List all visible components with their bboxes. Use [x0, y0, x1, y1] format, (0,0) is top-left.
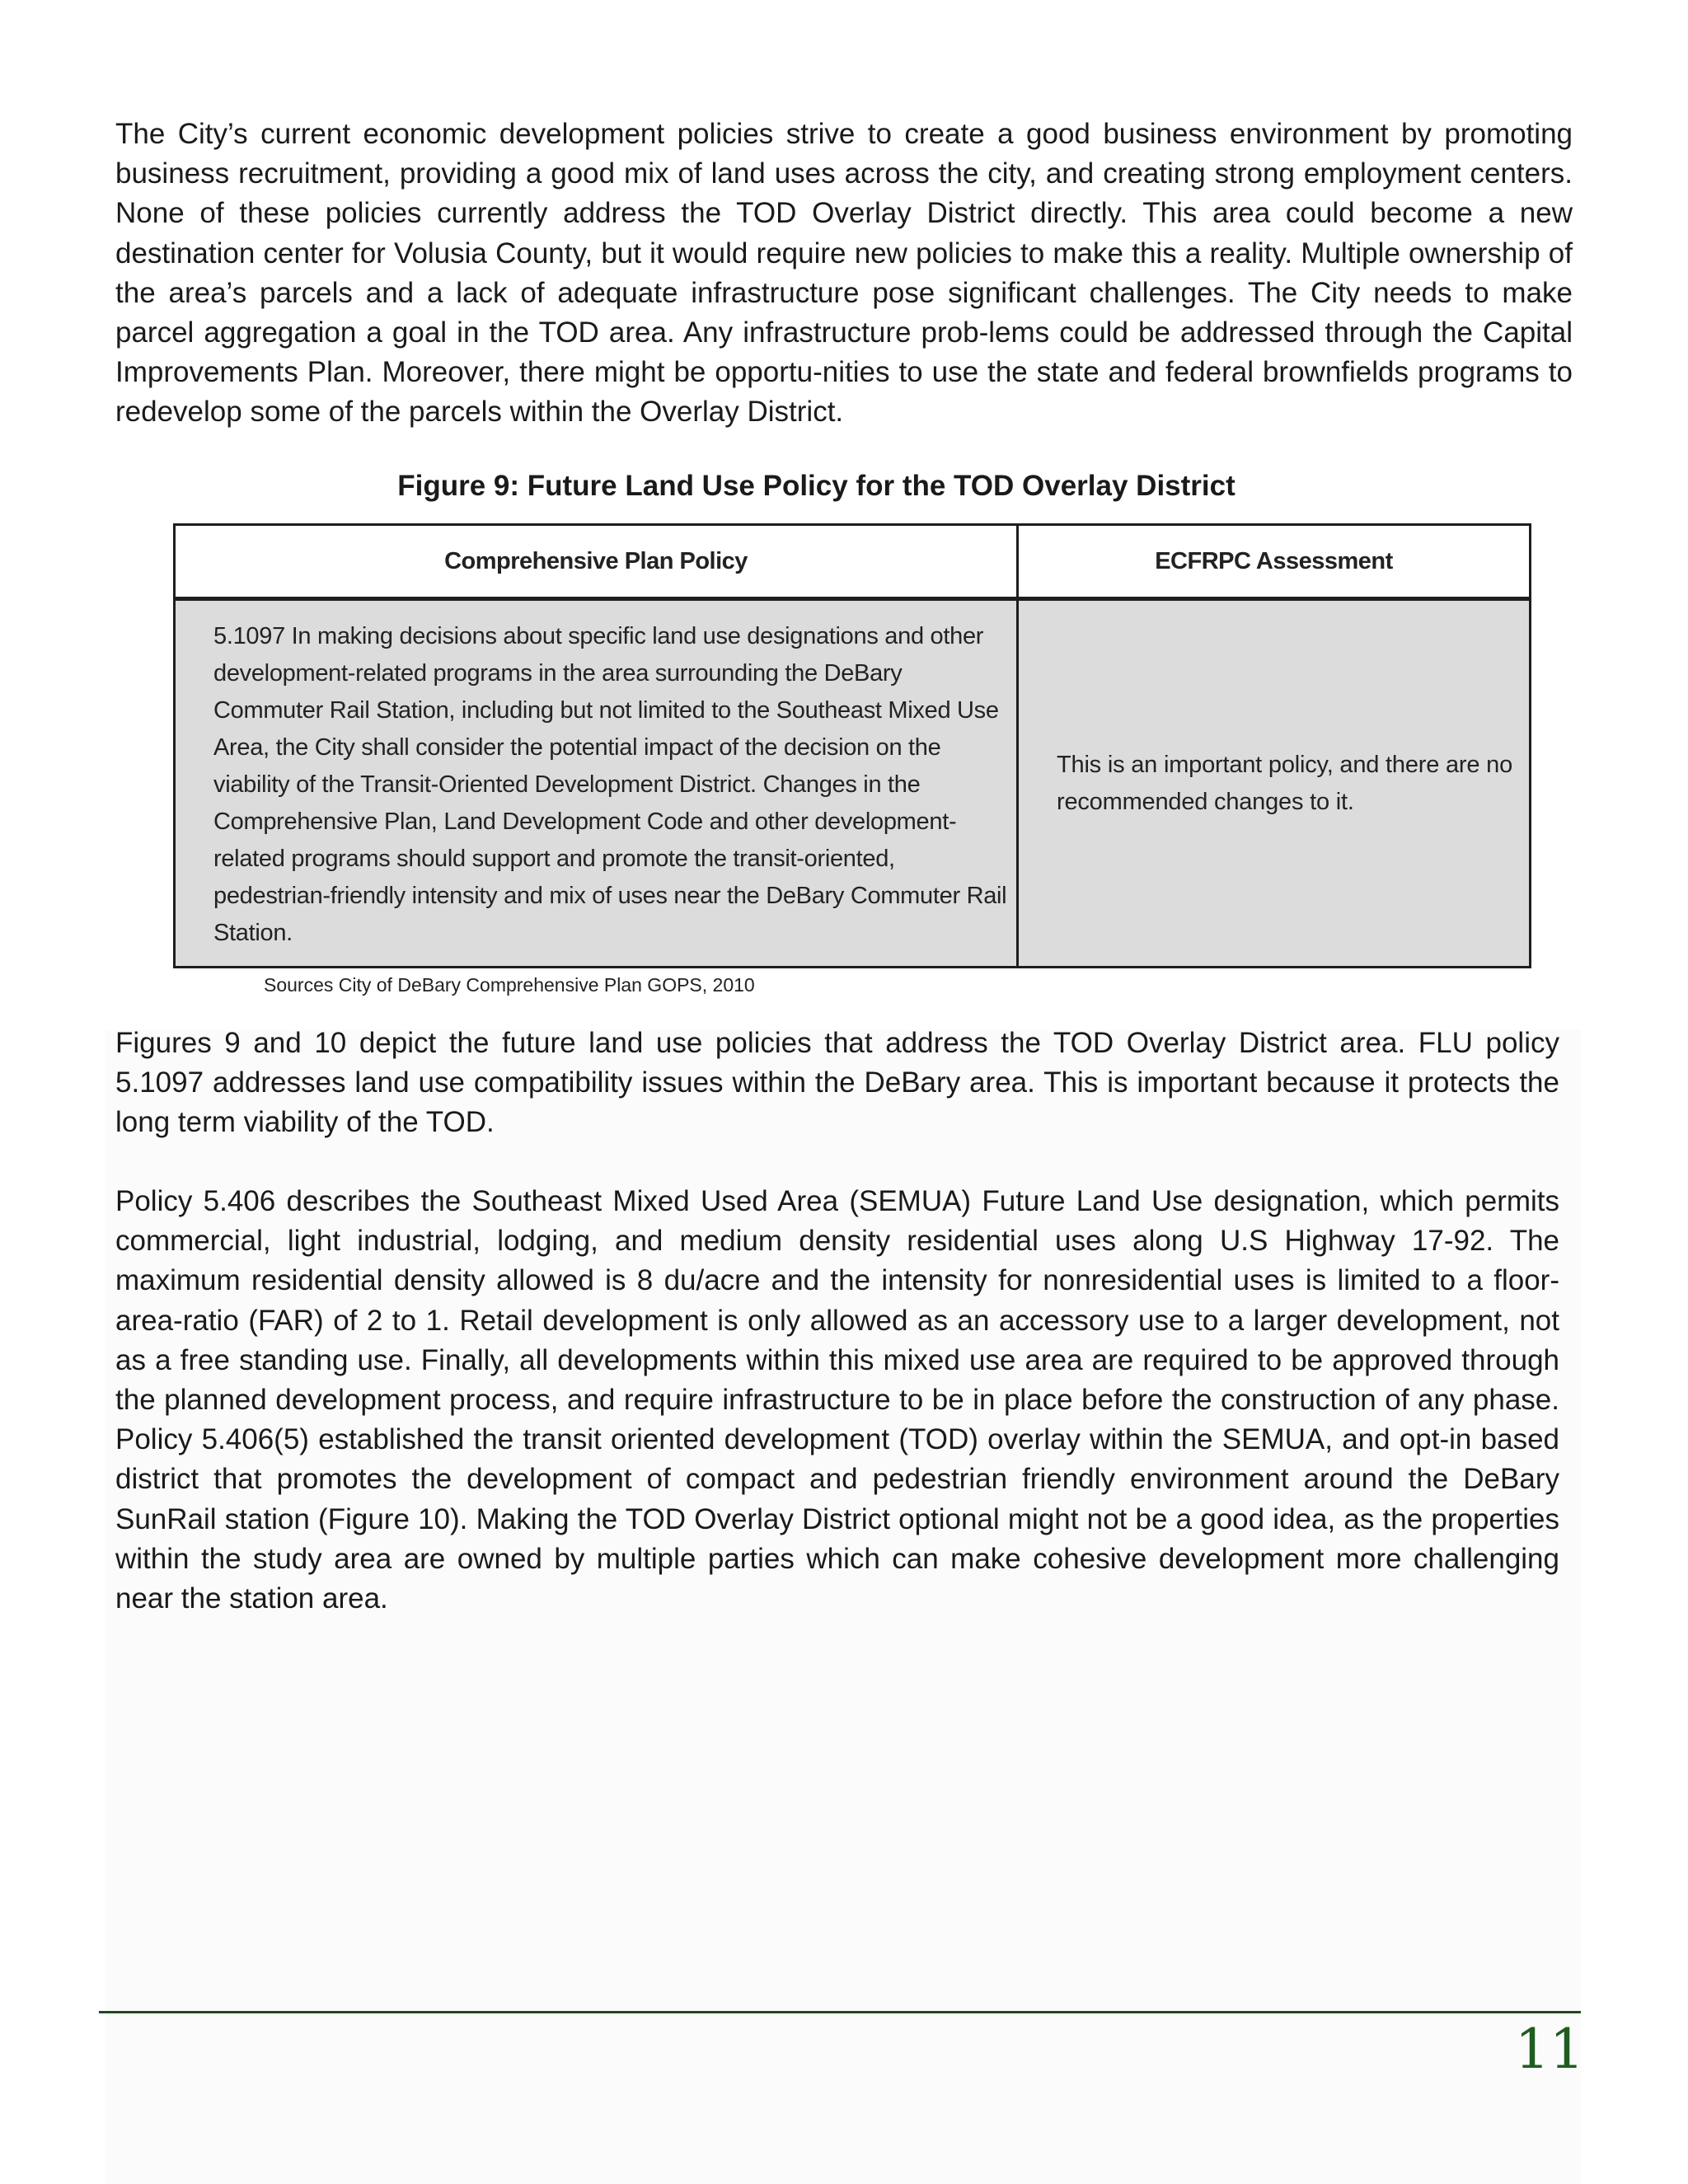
paragraph-economic-development: The City’s current economic development policies strive to create a good business environment by promoting business recruitment, providing a good mix of land uses across the city, and creating strong employment centers. None of these policies currently address the TOD Overlay District directly. This area could become a new destination center for Volusia County, but it would require new policies to make this a reality. Multiple ownership of the area’s parcels and a lack of adequate infrastructure pose significant challenges. The City needs to make parcel aggregation a goal in the TOD area. Any infrastructure prob-lems could be addressed through the Capital Improvements Plan. Moreover, there might be opportu-nities to use the state and federal brownfields programs to redevelop some of the parcels within the Overlay District.	[115, 118, 1573, 429]
figure-source-note: Sources City of DeBary Comprehensive Plan GOPS, 2010	[264, 974, 755, 996]
table-header-row	[175, 525, 1531, 599]
policy-cell: 5.1097 In making decisions about specific land use designations and other development-related programs in the area surrounding the DeBary Commuter Rail Station, including but not limited to the Southeast Mixed Use Area, the City shall consider the potential impact of the decision on the viability of the Transit-Oriented Development District. Changes in the Comprehensive Plan, Land Development Code and other development-related programs should support and promote the transit-oriented, pedestrian-friendly intensity and mix of uses near the DeBary Commuter Rail Station.	[175, 599, 1018, 968]
paragraph-semua-policy: Policy 5.406 describes the Southeast Mixed Used Area (SEMUA) Future Land Use designation, which permits commercial, light industrial, lodging, and medium density residential uses along U.S Highway 17-92. The maximum residential density allowed is 8 du/acre and the intensity for nonresidential uses is limited to a floor-area-ratio (FAR) of 2 to 1. Retail development is only allowed as an accessory use to a larger development, not as a free standing use. Finally, all developments within this mixed use area are required to be approved through the planned development process, and require infrastructure to be in place before the construction of any phase. Policy 5.406(5) established the transit oriented development (TOD) overlay within the SEMUA, and opt-in based district that promotes the development of compact and pedestrian friendly environment around the DeBary SunRail station (Figure 10). Making the TOD Overlay District optional might not be a good idea, as the properties within the study area are owned by multiple parties which can make cohesive development more challenging near the station area.	[115, 1185, 1559, 1615]
policy-table	[173, 523, 1531, 968]
column-header-policy: Comprehensive Plan Policy	[175, 525, 1018, 599]
page-number: 11	[1515, 2018, 1584, 2081]
table-row	[175, 599, 1531, 968]
footer-divider	[99, 2011, 1581, 2013]
figure-title: Figure 9: Future Land Use Policy for the TOD Overlay District	[397, 470, 1236, 502]
column-header-assessment: ECFRPC Assessment	[1018, 525, 1531, 599]
assessment-cell: This is an important policy, and there are no recommended changes to it.	[1018, 599, 1531, 968]
paragraph-flu-policy: Figures 9 and 10 depict the future land use policies that address the TOD Overlay District area. FLU policy 5.1097 addresses land use compatibility issues within the DeBary area. This is important because it protects the long term viability of the TOD.	[115, 1027, 1559, 1139]
